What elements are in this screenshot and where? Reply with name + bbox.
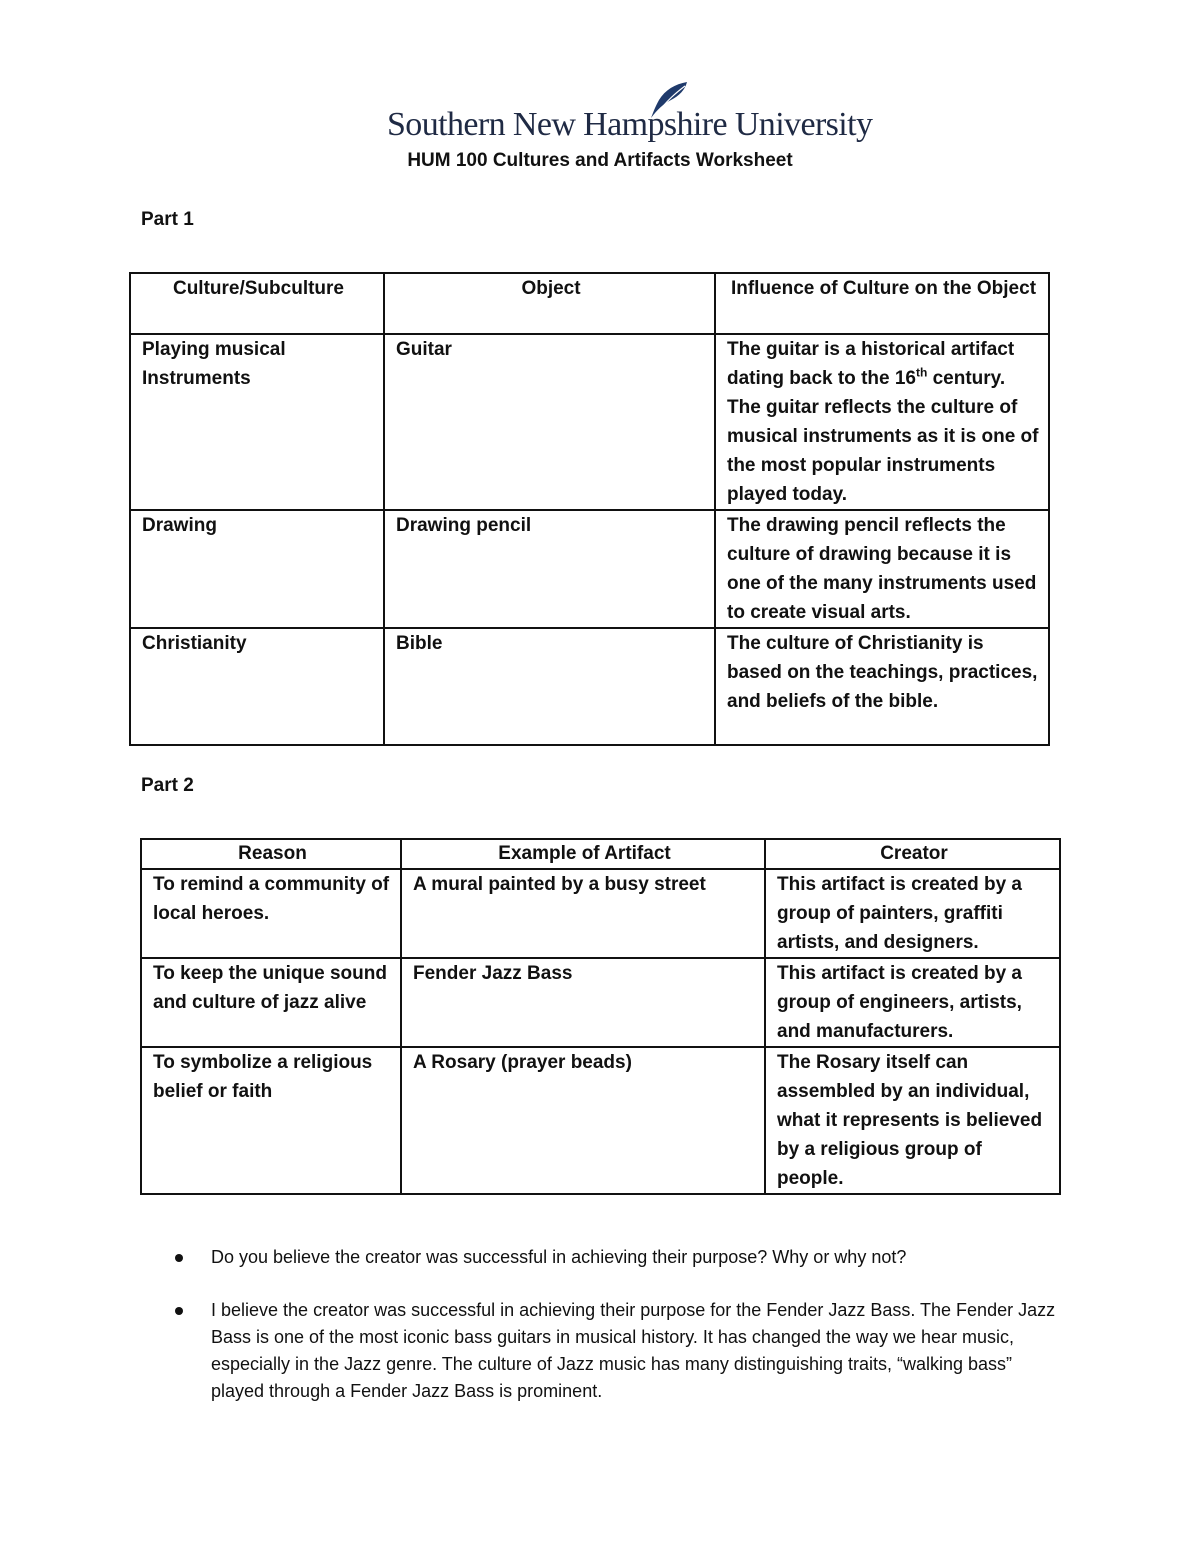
question-list bbox=[170, 1244, 1060, 1431]
ordinal-suffix: th bbox=[915, 365, 928, 380]
part1-table bbox=[129, 272, 1050, 746]
table-header-row bbox=[141, 839, 1060, 869]
part2-heading: Part 2 bbox=[141, 775, 194, 796]
table-row bbox=[141, 958, 1060, 1047]
culture-cell: Christianity bbox=[130, 628, 384, 745]
document-title: HUM 100 Cultures and Artifacts Worksheet bbox=[407, 150, 793, 171]
creator-cell: This artifact is created by a group of painters, graffiti artists, and designers. bbox=[765, 869, 1060, 958]
influence-text: The guitar is a historical artifact dating back to the 16 bbox=[727, 339, 1015, 389]
reason-cell: To remind a community of local heroes. bbox=[141, 869, 401, 958]
culture-cell: Playing musical Instruments bbox=[130, 334, 384, 510]
list-item bbox=[170, 1297, 1060, 1405]
artifact-cell: A mural painted by a busy street bbox=[401, 869, 765, 958]
table-row bbox=[130, 628, 1049, 745]
creator-cell: The Rosary itself can assembled by an individual, what it represents is believed by a religious group of people. bbox=[765, 1047, 1060, 1194]
culture-cell: Drawing bbox=[130, 510, 384, 628]
table-row bbox=[130, 334, 1049, 510]
column-header: Reason bbox=[141, 839, 401, 869]
object-cell: Bible bbox=[384, 628, 715, 745]
column-header: Culture/Subculture bbox=[130, 273, 384, 334]
bullet-icon bbox=[175, 1307, 183, 1315]
influence-cell bbox=[715, 334, 1049, 510]
column-header: Example of Artifact bbox=[401, 839, 765, 869]
influence-text: century. The guitar reflects the culture of musical instruments as it is one of the most popular instruments played today. bbox=[727, 368, 1039, 505]
table-row bbox=[141, 1047, 1060, 1194]
question-text: Do you believe the creator was successful in achieving their purpose? Why or why not? bbox=[211, 1247, 907, 1267]
reason-cell: To keep the unique sound and culture of jazz alive bbox=[141, 958, 401, 1047]
object-cell: Drawing pencil bbox=[384, 510, 715, 628]
list-item bbox=[170, 1244, 1060, 1271]
university-name: Southern New Hampshire University bbox=[387, 106, 873, 143]
part2-table bbox=[140, 838, 1061, 1195]
object-cell: Guitar bbox=[384, 334, 715, 510]
creator-cell: This artifact is created by a group of engineers, artists, and manufacturers. bbox=[765, 958, 1060, 1047]
artifact-cell: Fender Jazz Bass bbox=[401, 958, 765, 1047]
answer-text: I believe the creator was successful in achieving their purpose for the Fender Jazz Bass. The Fender Jazz Bass is one of the most iconic bass guitars in musical history. It has changed the way we hear music, especially in the Jazz genre. The culture of Jazz music has many distinguishing traits, “walking bass” played through a Fender Jazz Bass is prominent. bbox=[211, 1300, 1056, 1401]
table-row bbox=[141, 869, 1060, 958]
reason-cell: To symbolize a religious belief or faith bbox=[141, 1047, 401, 1194]
university-logo bbox=[387, 80, 873, 144]
bullet-icon bbox=[175, 1254, 183, 1262]
part1-heading: Part 1 bbox=[141, 209, 194, 230]
table-row bbox=[130, 510, 1049, 628]
influence-cell: The drawing pencil reflects the culture of drawing because it is one of the many instruments used to create visual arts. bbox=[715, 510, 1049, 628]
artifact-cell: A Rosary (prayer beads) bbox=[401, 1047, 765, 1194]
column-header: Creator bbox=[765, 839, 1060, 869]
column-header: Influence of Culture on the Object bbox=[715, 273, 1049, 334]
influence-cell: The culture of Christianity is based on the teachings, practices, and beliefs of the bible. bbox=[715, 628, 1049, 745]
table-header-row bbox=[130, 273, 1049, 334]
column-header: Object bbox=[384, 273, 715, 334]
